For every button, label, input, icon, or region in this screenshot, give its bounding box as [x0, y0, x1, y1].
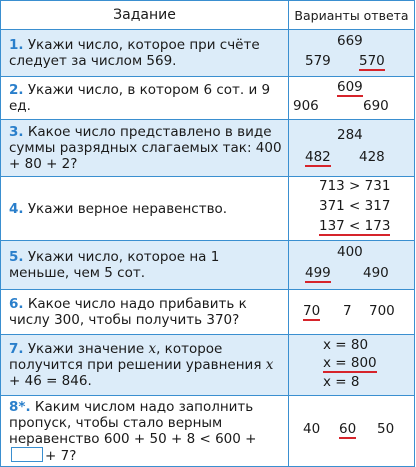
- header-task: Задание: [1, 1, 289, 30]
- answer-option[interactable]: 700: [369, 303, 395, 319]
- task-row-1: [1, 30, 415, 77]
- answer-option[interactable]: x = 8: [323, 374, 360, 390]
- task-text: Укажи число, которое на 1 меньше, чем 5 сот.: [9, 249, 220, 281]
- task-row-8: 8*. Каким числом надо заполнить пропуск, чтобы стало верным неравенство 600 + 50 + 8 < 600 ++ 7? 40 60 50: [1, 396, 415, 467]
- answer-option[interactable]: 490: [363, 265, 389, 281]
- task-number: 5.: [9, 249, 24, 265]
- answer-option[interactable]: 906: [293, 98, 319, 114]
- task-number: 6.: [9, 296, 24, 312]
- answer-option[interactable]: 40: [303, 421, 321, 437]
- answer-option-selected[interactable]: 482: [305, 149, 331, 165]
- task-row-4: [1, 177, 415, 241]
- answer-option-selected[interactable]: 60: [339, 421, 357, 437]
- answer-option[interactable]: 7: [343, 303, 352, 319]
- answer-option[interactable]: 669: [337, 33, 363, 49]
- header-answers: Варианты ответа: [289, 1, 415, 30]
- answer-option[interactable]: 690: [363, 98, 389, 114]
- answer-option-selected[interactable]: 137 < 173: [319, 218, 391, 234]
- answer-option-selected[interactable]: 499: [305, 265, 331, 281]
- task-number: 4.: [9, 200, 24, 217]
- header-row: [1, 1, 415, 30]
- task-row-6: [1, 290, 415, 335]
- answer-option[interactable]: 400: [337, 244, 363, 260]
- answer-option[interactable]: 371 < 317: [319, 198, 391, 214]
- task-text: Укажи верное неравенство.: [27, 200, 228, 217]
- task-row-2: [1, 77, 415, 120]
- task-row-7: 7. Укажи значение x, которое получится при решении уравнения x + 46 = 846. x = 80 x = 800 x = 8: [1, 335, 415, 396]
- task-number: 2.: [9, 82, 24, 98]
- answer-option-selected[interactable]: 570: [359, 53, 385, 69]
- task-row-3: [1, 120, 415, 177]
- answer-option[interactable]: 50: [377, 421, 395, 437]
- answer-option-selected[interactable]: x = 800: [323, 355, 377, 371]
- task-number: 1.: [9, 37, 24, 53]
- answer-option[interactable]: x = 80: [323, 337, 369, 353]
- answer-option-selected[interactable]: 609: [337, 79, 363, 95]
- task-text: Какое число представлено в виде суммы разрядных слагаемых так: 400 + 80 + 2?: [9, 124, 282, 172]
- answer-option[interactable]: 284: [337, 127, 363, 143]
- task-text: Какое число надо прибавить к числу 300, чтобы получить 370?: [9, 296, 247, 328]
- answer-option[interactable]: 579: [305, 53, 331, 69]
- answer-option[interactable]: 428: [359, 149, 385, 165]
- task-number: 3.: [9, 124, 24, 140]
- task-number: 7.: [9, 341, 24, 357]
- blank-box: [11, 447, 43, 462]
- answer-option[interactable]: 713 > 731: [319, 178, 391, 194]
- task-text: Укажи число, которое при счёте следует за числом 569.: [9, 37, 260, 69]
- answer-option-selected[interactable]: 70: [303, 303, 321, 319]
- task-number: 8*.: [9, 398, 31, 415]
- task-text: Укажи число, в котором 6 сот. и 9 ед.: [9, 82, 271, 114]
- task-row-5: [1, 241, 415, 290]
